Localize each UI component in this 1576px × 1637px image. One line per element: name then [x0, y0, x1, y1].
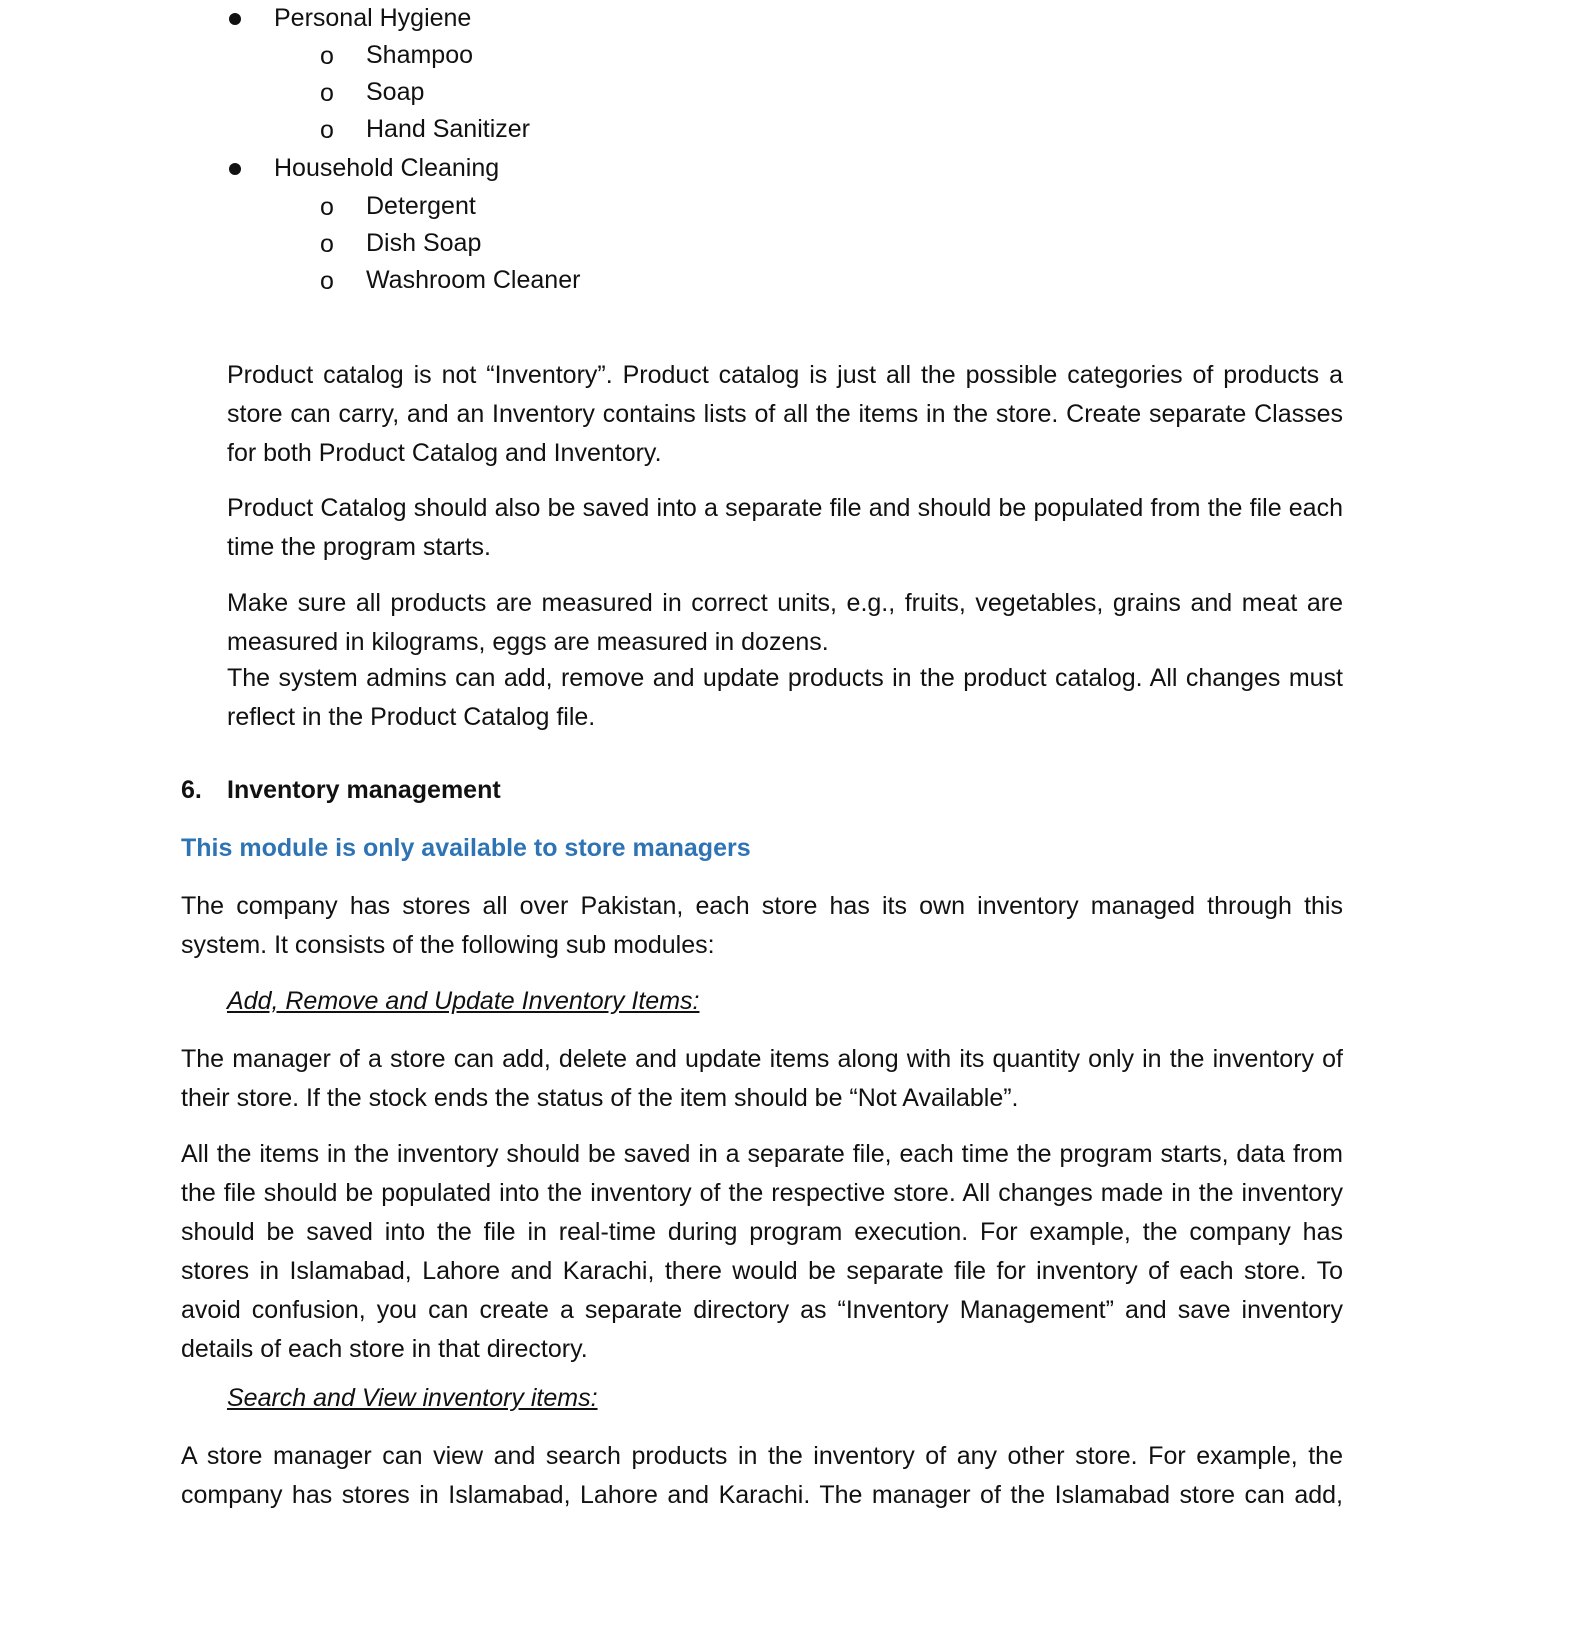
catalog-paragraph-1: Product catalog is not “Inventory”. Product catalog is just all the possible categories of products a store can carry, and an Inventory contains lists of all the items in the store. Create separate Classes for both Product Catalog and Inventory.	[227, 361, 1343, 467]
subsection-paragraph-2: All the items in the inventory should be saved in a separate file, each time the program starts, data from the file should be populated into the inventory of the respective store. All changes made in the inventory should be saved into the file in real-time during program execution. For example, the company has stores in Islamabad, Lahore and Karachi, there would be separate file for inventory of each store. To avoid confusion, you can create a separate directory as “Inventory Management” and save inventory details of each store in that directory.	[181, 1140, 1343, 1363]
subsection-paragraph-1: The manager of a store can add, delete and update items along with its quantity only in the inventory of their store. If the stock ends the status of the item should be “Not Available”.	[181, 1045, 1343, 1112]
catalog-paragraph-2: Product Catalog should also be saved into a separate file and should be populated from the file each time the program starts.	[227, 494, 1343, 561]
circle-bullet: o	[320, 79, 334, 107]
list-item-household-cleaning: Household Cleaning	[274, 154, 500, 182]
list-subitem: Hand Sanitizer	[366, 115, 530, 143]
list-item-personal-hygiene: Personal Hygiene	[274, 4, 472, 32]
bullet	[229, 13, 241, 25]
list-subitem: Soap	[366, 78, 425, 106]
section-intro: The company has stores all over Pakistan, each store has its own inventory managed through this system. It consists of the following sub modules:	[181, 892, 1343, 959]
list-subitem: Dish Soap	[366, 229, 482, 257]
catalog-paragraph-4: The system admins can add, remove and update products in the product catalog. All changes must reflect in the Product Catalog file.	[227, 664, 1343, 731]
section-title: Inventory management	[227, 776, 501, 804]
bullet	[229, 163, 241, 175]
access-note: This module is only available to store managers	[181, 834, 751, 862]
list-subitem: Detergent	[366, 192, 476, 220]
section-number: 6.	[181, 776, 202, 804]
circle-bullet: o	[320, 193, 334, 221]
subsection-title-add-remove-update: Add, Remove and Update Inventory Items:	[227, 987, 700, 1015]
subsection-paragraph-3: A store manager can view and search products in the inventory of any other store. For example, the company has stores in Islamabad, Lahore and Karachi. The manager of the Islamabad store can add,	[181, 1442, 1343, 1509]
circle-bullet: o	[320, 267, 334, 295]
circle-bullet: o	[320, 42, 334, 70]
circle-bullet: o	[320, 230, 334, 258]
circle-bullet: o	[320, 116, 334, 144]
catalog-paragraph-3: Make sure all products are measured in correct units, e.g., fruits, vegetables, grains and meat are measured in kilograms, eggs are measured in dozens.	[227, 589, 1343, 656]
subsection-title-search-view: Search and View inventory items:	[227, 1384, 598, 1412]
list-subitem: Washroom Cleaner	[366, 266, 581, 294]
list-subitem: Shampoo	[366, 41, 474, 69]
